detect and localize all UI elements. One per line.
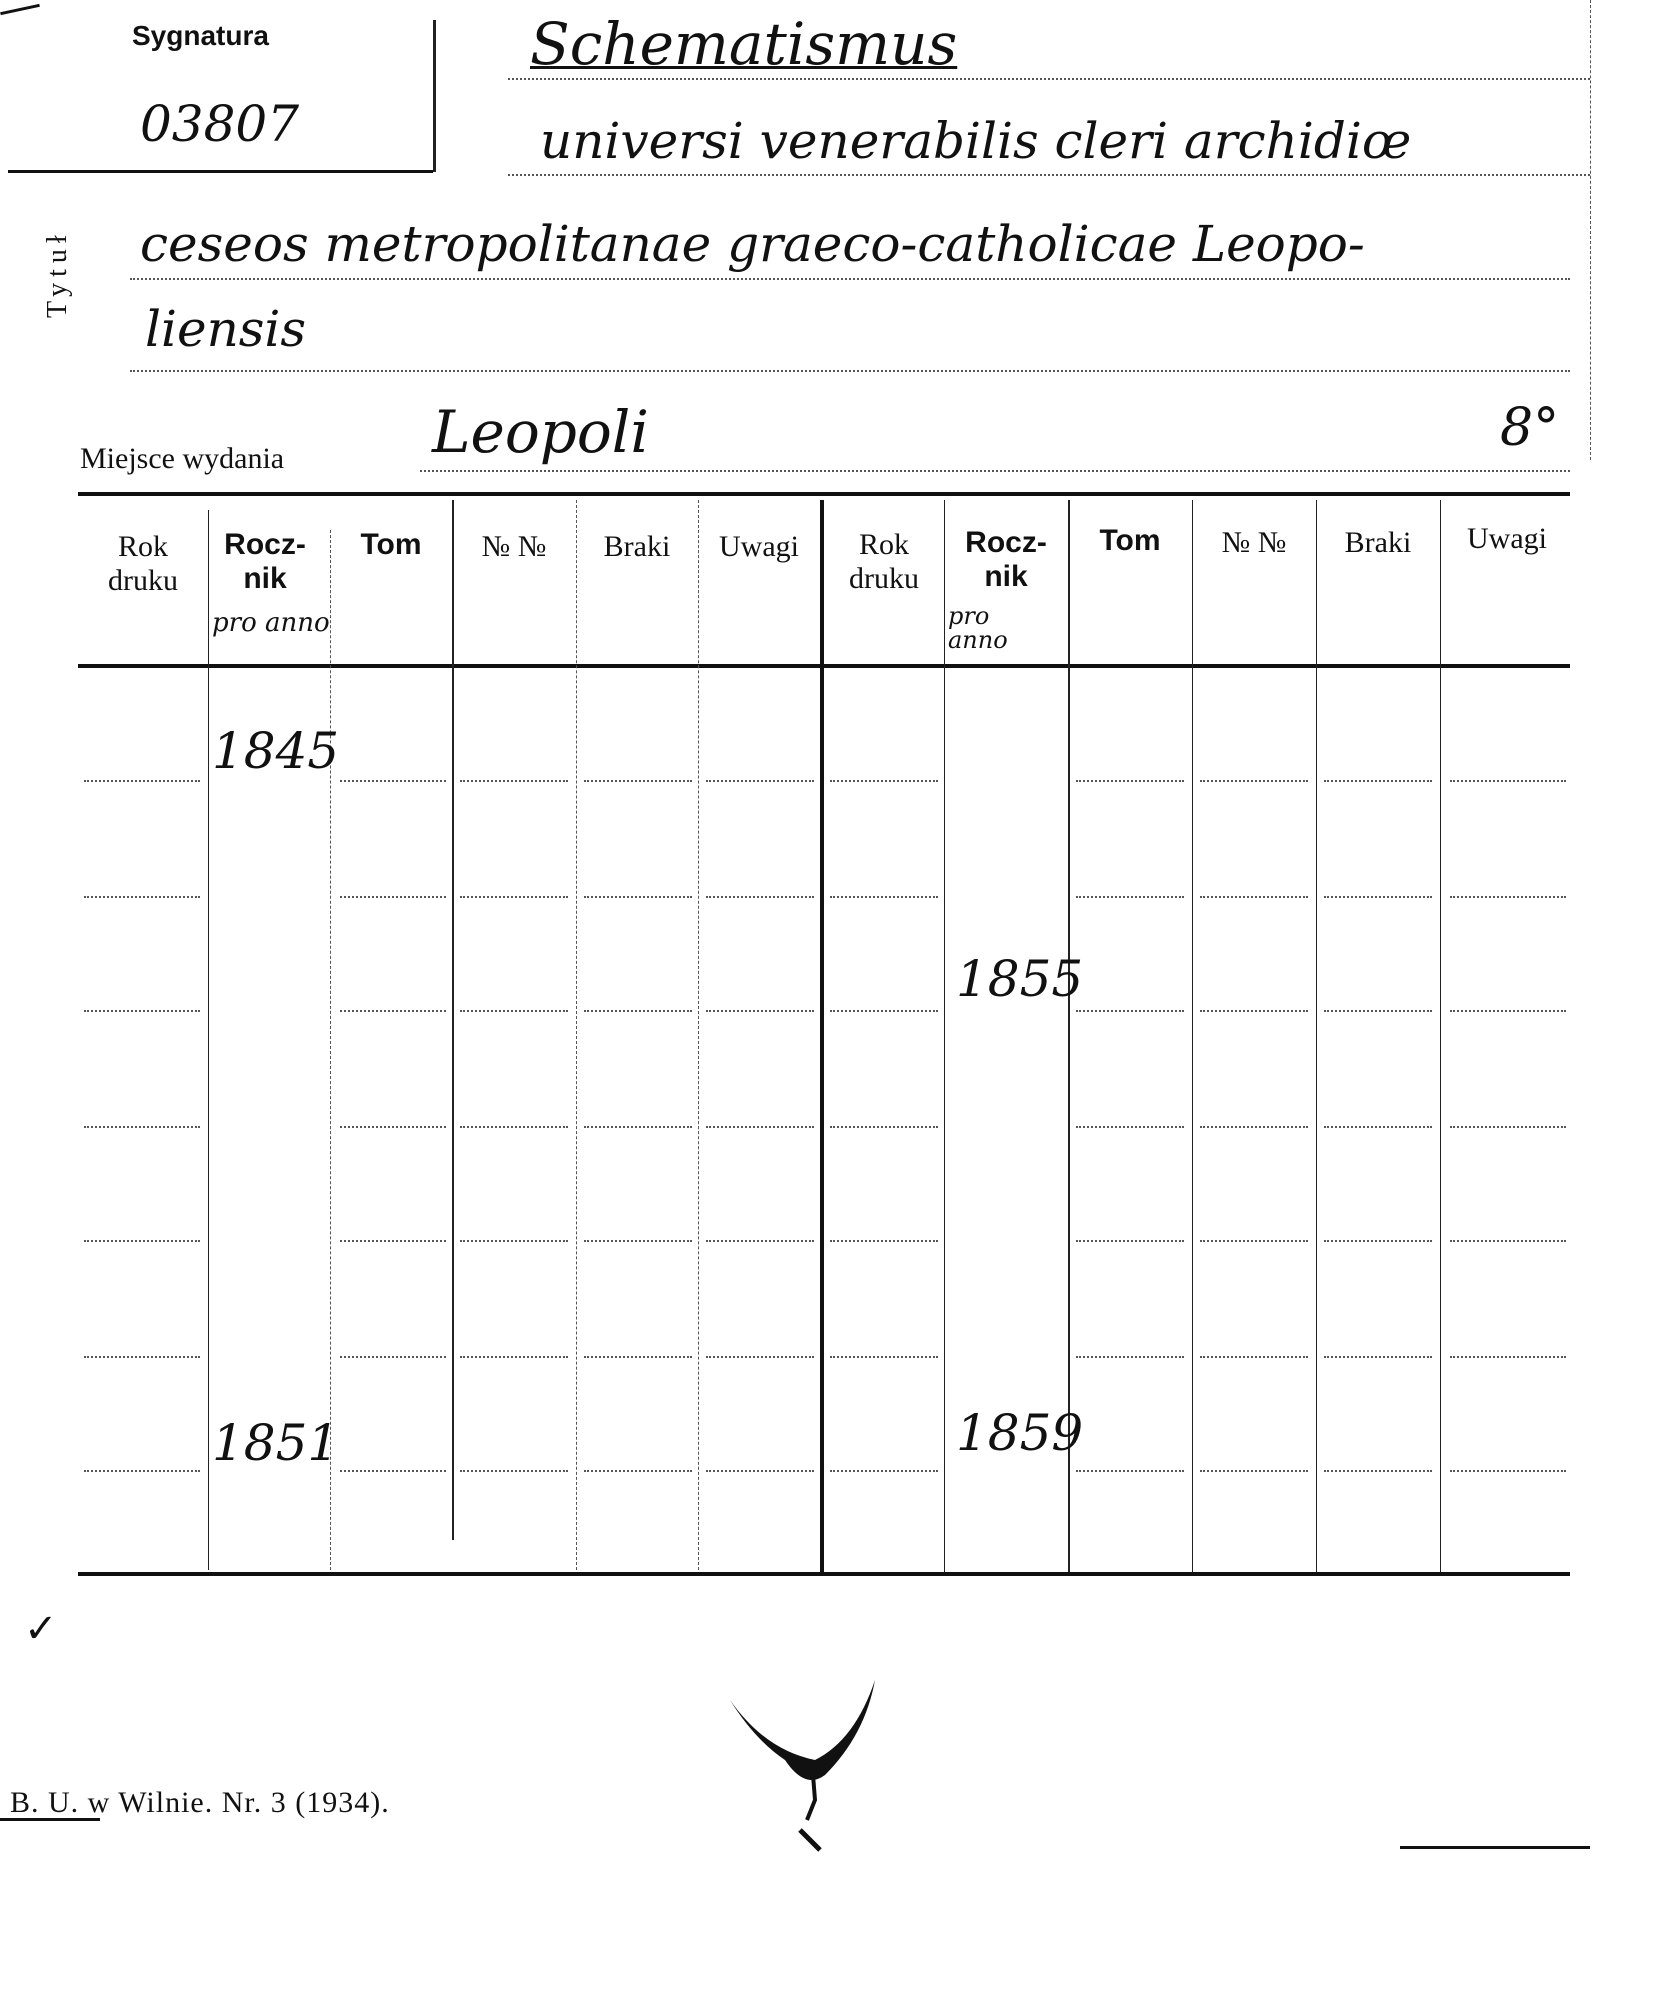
row-rule	[460, 1240, 568, 1242]
header-rok-left: Rok druku	[108, 530, 178, 597]
row-rule	[1200, 1240, 1308, 1242]
row-rule	[460, 896, 568, 898]
checkmark: ✓	[24, 1606, 58, 1651]
col-divider	[452, 500, 454, 1540]
row-rule	[340, 896, 446, 898]
title-rule-1	[508, 78, 1590, 80]
header-uwagi-left: Uwagi	[719, 530, 799, 563]
row-rule	[460, 780, 568, 782]
col-divider	[1316, 500, 1317, 1572]
header-rocznik-right: Rocz- nik	[965, 526, 1047, 593]
row-rule	[84, 780, 200, 782]
row-rule	[84, 1010, 200, 1012]
title-label: Tytuł	[42, 229, 73, 318]
row-rule	[340, 1126, 446, 1128]
row-rule	[340, 1010, 446, 1012]
entry-year: 1845	[212, 722, 340, 780]
signature-box-bottom	[8, 170, 433, 173]
corner-mark	[0, 4, 40, 15]
row-rule	[1200, 1356, 1308, 1358]
header-numery-left: № №	[481, 530, 547, 563]
col-divider	[576, 500, 577, 1570]
entry-year: 1851	[212, 1414, 340, 1472]
row-rule	[1200, 1010, 1308, 1012]
row-rule	[830, 1010, 938, 1012]
header-rocznik-note-right: pro anno	[948, 602, 1008, 654]
row-rule	[584, 1356, 692, 1358]
row-rule	[706, 780, 814, 782]
place-rule	[420, 470, 1570, 472]
row-rule	[1200, 1470, 1308, 1472]
col-divider	[208, 510, 209, 1570]
row-rule	[460, 1010, 568, 1012]
header-braki-left: Braki	[603, 530, 671, 563]
place-value: Leopoli	[432, 398, 649, 466]
row-rule	[1076, 1470, 1184, 1472]
title-line-2: universi venerabilis cleri archidiœ	[540, 112, 1412, 170]
row-rule	[1450, 1356, 1566, 1358]
row-rule	[1450, 780, 1566, 782]
col-divider	[1192, 500, 1193, 1572]
title-line-4: liensis	[145, 300, 307, 358]
title-rule-3	[130, 278, 1570, 280]
imprint: B. U. w Wilnie. Nr. 3 (1934).	[10, 1786, 390, 1819]
header-rok-right: Rok druku	[849, 528, 919, 595]
row-rule	[706, 1010, 814, 1012]
row-rule	[1076, 1126, 1184, 1128]
row-rule	[84, 1470, 200, 1472]
row-rule	[1200, 780, 1308, 782]
row-rule	[1450, 1470, 1566, 1472]
header-numery-right: № №	[1221, 526, 1287, 559]
row-rule	[1324, 780, 1432, 782]
row-rule	[1200, 896, 1308, 898]
row-rule	[1200, 1126, 1308, 1128]
row-rule	[1324, 1126, 1432, 1128]
row-rule	[584, 780, 692, 782]
row-rule	[84, 1240, 200, 1242]
row-rule	[584, 896, 692, 898]
row-rule	[84, 896, 200, 898]
row-rule	[1324, 1240, 1432, 1242]
col-divider	[944, 500, 945, 1572]
row-rule	[1324, 896, 1432, 898]
footer-edge	[0, 1818, 100, 1821]
title-rule-2	[508, 174, 1590, 176]
signature-number: 03807	[140, 95, 300, 153]
title-rule-4	[130, 370, 1570, 372]
row-rule	[1076, 780, 1184, 782]
row-rule	[584, 1470, 692, 1472]
place-label: Miejsce wydania	[80, 442, 285, 475]
row-rule	[706, 1240, 814, 1242]
row-rule	[1450, 1126, 1566, 1128]
row-rule	[830, 896, 938, 898]
row-rule	[1076, 1240, 1184, 1242]
row-rule	[460, 1356, 568, 1358]
row-rule	[1450, 1240, 1566, 1242]
title-line-1: Schematismus	[530, 10, 958, 78]
row-rule	[584, 1126, 692, 1128]
row-rule	[340, 1240, 446, 1242]
signature-label: Sygnatura	[132, 20, 269, 51]
entry-year: 1855	[956, 950, 1084, 1008]
row-rule	[1324, 1356, 1432, 1358]
ink-blot	[725, 1680, 895, 1860]
row-rule	[340, 780, 446, 782]
entry-year: 1859	[956, 1404, 1084, 1462]
row-rule	[460, 1470, 568, 1472]
row-rule	[706, 1356, 814, 1358]
row-rule	[1324, 1010, 1432, 1012]
row-rule	[706, 1470, 814, 1472]
col-divider-center	[820, 500, 824, 1572]
row-rule	[340, 1470, 446, 1472]
header-rocznik-left: Rocz- nik	[224, 528, 306, 595]
row-rule	[830, 1126, 938, 1128]
card-right-edge	[1590, 0, 1591, 460]
row-rule	[830, 1240, 938, 1242]
signature-box-right	[433, 20, 436, 172]
row-rule	[1076, 1010, 1184, 1012]
row-rule	[830, 780, 938, 782]
table-top-rule	[78, 492, 1570, 496]
header-rocznik-note-left: pro anno	[212, 608, 330, 638]
header-braki-right: Braki	[1344, 526, 1412, 559]
row-rule	[706, 896, 814, 898]
table-bottom-rule	[78, 1572, 1570, 1576]
row-rule	[1324, 1470, 1432, 1472]
row-rule	[84, 1126, 200, 1128]
row-rule	[460, 1126, 568, 1128]
row-rule	[584, 1240, 692, 1242]
format-value: 8°	[1500, 398, 1560, 458]
footer-edge	[1400, 1846, 1590, 1849]
row-rule	[1076, 896, 1184, 898]
col-divider	[1440, 500, 1441, 1572]
row-rule	[830, 1356, 938, 1358]
col-divider	[698, 500, 699, 1570]
row-rule	[584, 1010, 692, 1012]
row-rule	[1450, 1010, 1566, 1012]
title-line-3: ceseos metropolitanae graeco-catholicae Leopo-	[140, 215, 1365, 273]
header-uwagi-right: Uwagi	[1467, 522, 1547, 555]
header-tom-right: Tom	[1099, 524, 1161, 557]
row-rule	[830, 1470, 938, 1472]
row-rule	[340, 1356, 446, 1358]
row-rule	[1076, 1356, 1184, 1358]
row-rule	[1450, 896, 1566, 898]
row-rule	[84, 1356, 200, 1358]
header-tom-left: Tom	[360, 528, 422, 561]
table-header-rule	[78, 664, 1570, 668]
row-rule	[706, 1126, 814, 1128]
